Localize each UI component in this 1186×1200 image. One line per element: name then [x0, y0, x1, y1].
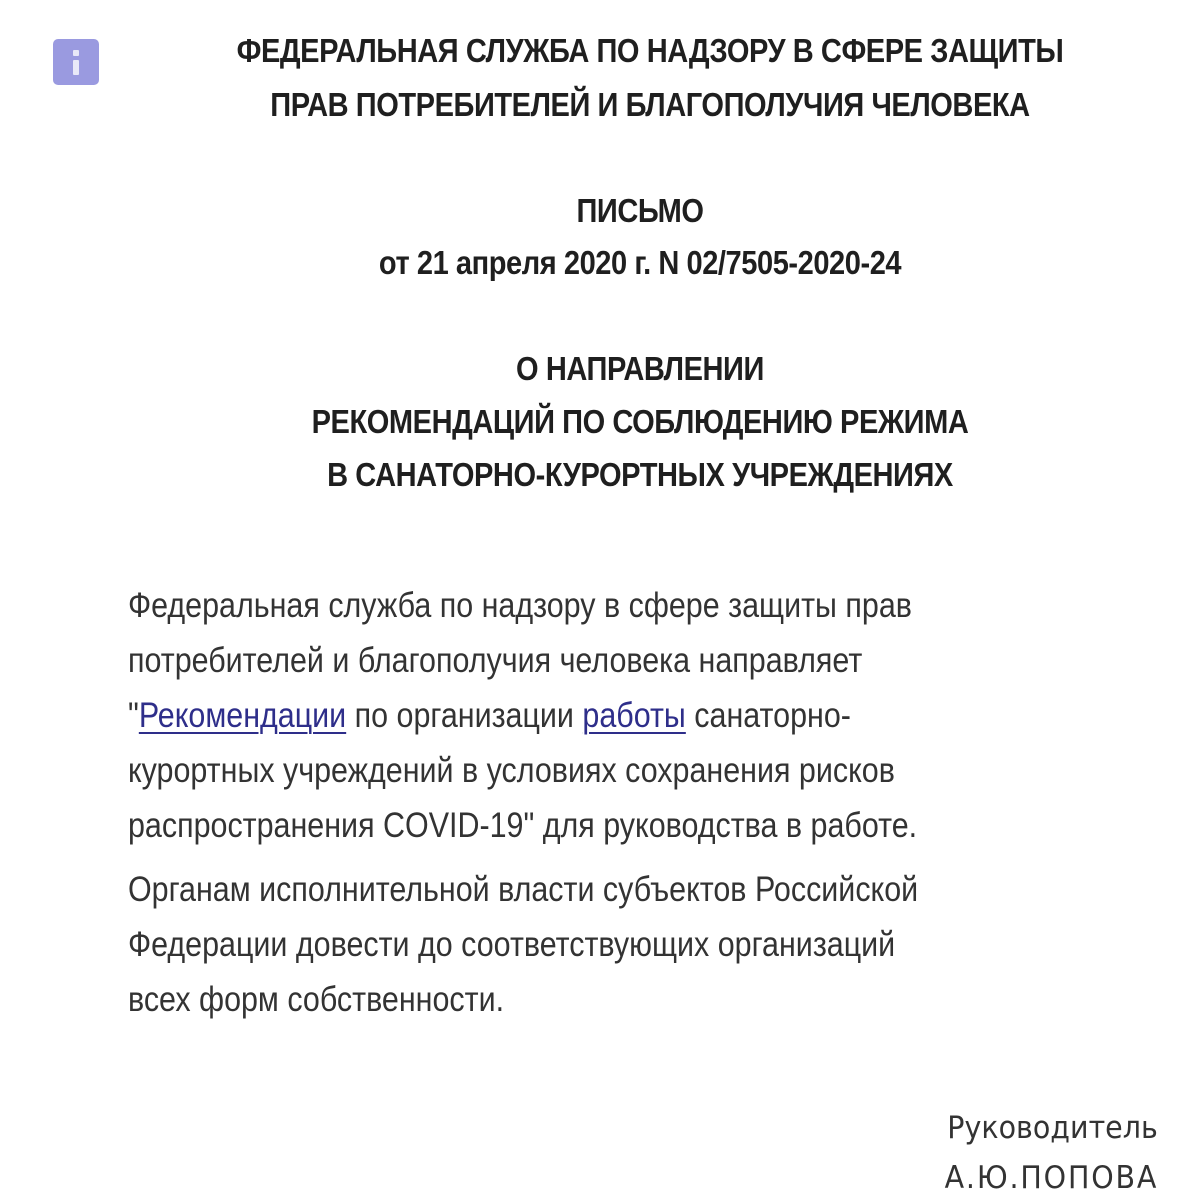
open-quote: ": [128, 696, 139, 735]
paragraph-1-line3: [128, 688, 1085, 743]
paragraph-2-line1: Органам исполнительной власти субъектов Российской: [128, 870, 919, 909]
subject-line1: О НАПРАВЛЕНИИ: [516, 350, 764, 387]
agency-name-line2: ПРАВ ПОТРЕБИТЕЛЕЙ И БЛАГОПОЛУЧИЯ ЧЕЛОВЕКА: [270, 86, 1030, 123]
subject-line2: РЕКОМЕНДАЦИЙ ПО СОБЛЮДЕНИЮ РЕЖИМА: [311, 403, 969, 440]
info-icon: [53, 39, 99, 85]
paragraph-1: [128, 578, 1085, 853]
paragraph-1-line3-mid: по организации: [346, 696, 583, 735]
work-link[interactable]: работы: [582, 696, 686, 735]
paragraph-1-line3-end: санаторно-: [685, 696, 851, 735]
subject-line3: В САНАТОРНО-КУРОРТНЫХ УЧРЕЖДЕНИЯХ: [327, 456, 953, 493]
paragraph-1-line1: Федеральная служба по надзору в сфере защиты прав: [128, 586, 912, 625]
recommendations-link[interactable]: Рекомендации: [138, 696, 347, 735]
info-icon-dot: [73, 50, 79, 56]
letter-date-number: от 21 апреля 2020 г. N 02/7505-2020-24: [378, 244, 902, 281]
signature-name: А.Ю.ПОПОВА: [944, 1160, 1158, 1196]
letter-type: ПИСЬМО: [576, 192, 704, 229]
paragraph-2-line3: всех форм собственности.: [128, 980, 505, 1019]
paragraph-2-line2: Федерации довести до соответствующих организаций: [128, 925, 896, 964]
paragraph-1-line4: курортных учреждений в условиях сохранения рисков: [128, 751, 895, 790]
paragraph-1-line5: распространения COVID-19" для руководства в работе.: [128, 806, 918, 845]
paragraph-1-line2: потребителей и благополучия человека направляет: [128, 641, 863, 680]
info-icon-bar: [73, 60, 79, 75]
agency-name-line1: ФЕДЕРАЛЬНАЯ СЛУЖБА ПО НАДЗОРУ В СФЕРЕ ЗАЩИТЫ: [236, 32, 1064, 69]
signature-title: Руководитель: [947, 1110, 1158, 1146]
paragraph-2: [128, 862, 1085, 1027]
